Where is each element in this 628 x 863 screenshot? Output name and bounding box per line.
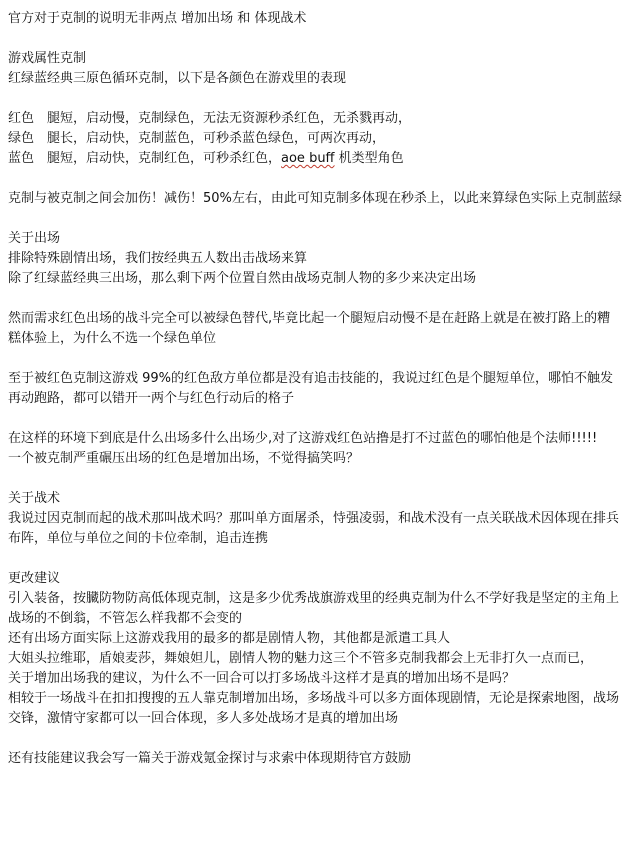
paragraph-green: 绿色 腿长，启动快，克制蓝色，可秒杀蓝色绿色，可两次再动， xyxy=(8,131,386,146)
paragraph-damage-note: 克制与被克制之间会加伤！减伤！50%左右，由此可知克制多体现在秒杀上，以此来算绿色实际上克制蓝绿 xyxy=(8,191,622,206)
paragraph-appearance-2: 除了红绿蓝经典三出场，那么剩下两个位置自然由战场克制人物的多少来决定出场 xyxy=(8,271,477,286)
paragraph-suggestion-3: 大姐头拉维耶，盾娘麦莎，舞娘妲儿，剧情人物的魅力这三个不管多克制我都会上无非打久一点而已， xyxy=(8,651,594,666)
paragraph-suggestion-5: 相较于一场战斗在扣扣搜搜的五人靠克制增加出场，多场战斗可以多方面体现剧情，无论是探索地图，战场交锋，激情守家都可以一回合体现，多人多处战场才是真的增加出场 xyxy=(8,691,620,726)
paragraph-appearance-3: 然而需求红色出场的战斗完全可以被绿色替代,毕竟比起一个腿短启动慢不是在赶路上就是在被打路上的糟糕体验上，为什么不选一个绿色单位 xyxy=(8,311,611,346)
section-heading-tactics: 关于战术 xyxy=(8,491,61,506)
paragraph-suggestion-1: 引入装备，按臓防物防高低体现克制，这是多少优秀战旗游戏里的经典克制为什么不学好我是坚定的主角上战场的不倒翁，不管怎么样我都不会变的 xyxy=(8,591,620,626)
spellcheck-term: aoe buff xyxy=(281,151,335,166)
section-heading-appearance: 关于出场 xyxy=(8,231,61,246)
outro-line: 还有技能建议我会写一篇关于游戏氪金探讨与求索中体现期待官方鼓励 xyxy=(8,751,412,766)
paragraph-red: 红色 腿短，启动慢，克制绿色，无法无资源秒杀红色，无杀戮再动， xyxy=(8,111,412,126)
paragraph-appearance-6: 一个被克制严重碾压出场的红色是增加出场，不觉得搞笑吗？ xyxy=(8,451,360,466)
paragraph-appearance-4: 至于被红色克制这游戏 99%的红色敌方单位都是没有追击技能的，我说过红色是个腿短单位，哪怕不触发再动跑路，都可以错开一两个与红色行动后的格子 xyxy=(8,371,614,406)
paragraph-suggestion-4: 关于增加出场我的建议，为什么不一回合可以打多场战斗这样才是真的增加出场不是吗？ xyxy=(8,671,516,686)
paragraph-appearance-1: 排除特殊剧情出场，我们按经典五人数出击战场来算 xyxy=(8,251,308,266)
blue-text-start: 蓝色 腿短，启动快，克制红色，可秒杀红色， xyxy=(8,151,282,166)
intro-line: 官方对于克制的说明无非两点 增加出场 和 体现战术 xyxy=(8,11,307,26)
paragraph-blue xyxy=(8,149,622,169)
section-heading-suggestions: 更改建议 xyxy=(8,571,61,586)
paragraph-appearance-5: 在这样的环境下到底是什么出场多什么出场少,对了这游戏红色站撸是打不过蓝色的哪怕他是个法师!!!!! xyxy=(8,431,598,446)
document-body xyxy=(8,9,622,769)
section-heading-attribute-counter: 游戏属性克制 xyxy=(8,51,87,66)
paragraph-suggestion-2: 还有出场方面实际上这游戏我用的最多的都是剧情人物，其他都是派遣工具人 xyxy=(8,631,451,646)
paragraph-summary: 红绿蓝经典三原色循环克制，以下是各颜色在游戏里的表现 xyxy=(8,71,347,86)
blue-text-end: 机类型角色 xyxy=(334,151,404,166)
paragraph-tactics-1: 我说过因克制而起的战术那叫战术吗？那叫单方面屠杀，恃强凌弱，和战术没有一点关联战术因体现在排兵布阵，单位与单位之间的卡位牵制，追击连携 xyxy=(8,511,620,546)
